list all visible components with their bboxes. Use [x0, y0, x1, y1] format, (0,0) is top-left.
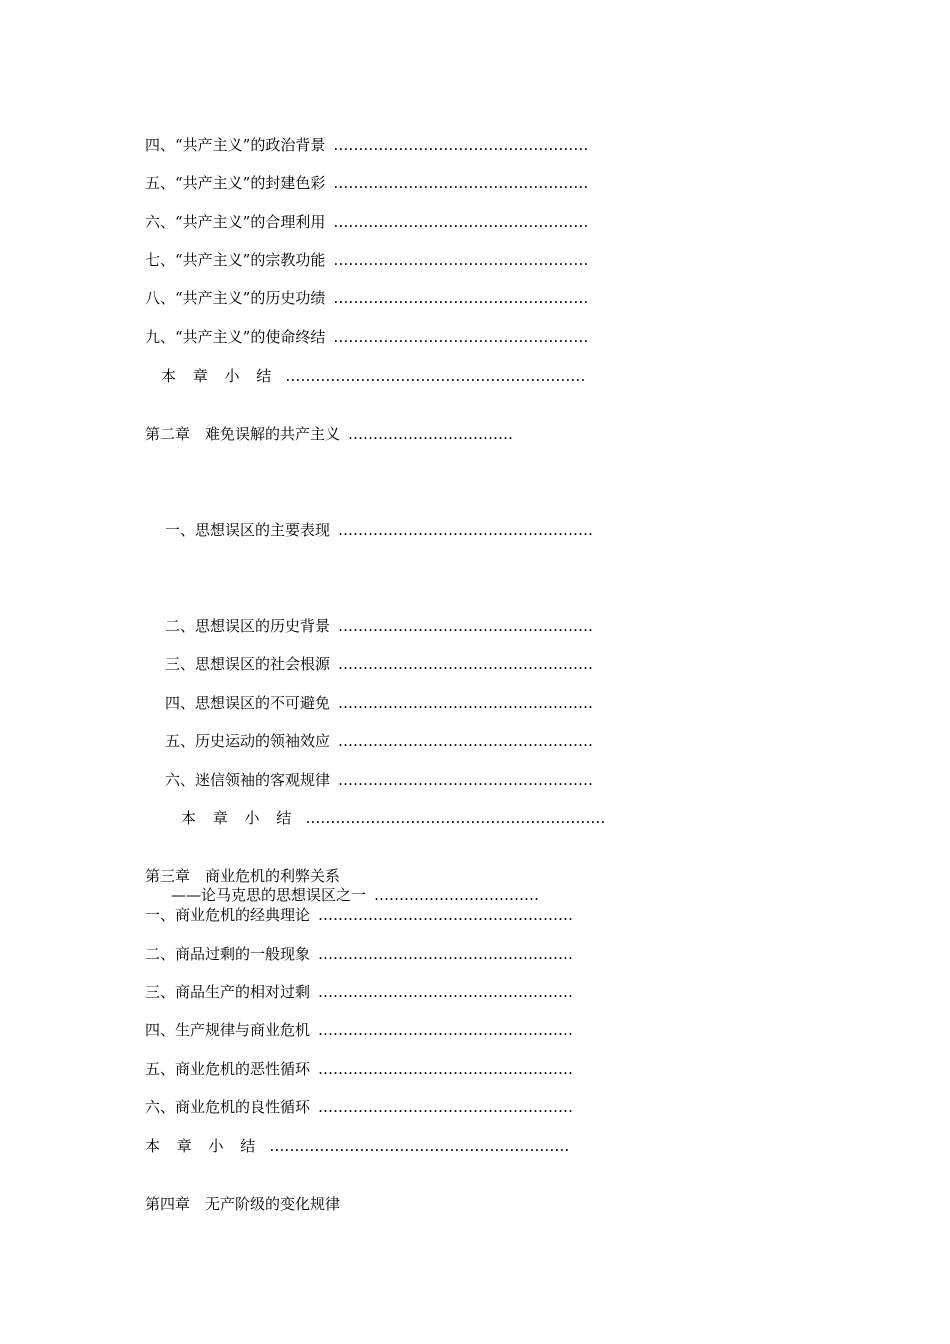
- toc-leader-dots: ……………………………………………: [318, 906, 574, 924]
- chapter-title: 第三章 商业危机的利弊关系: [145, 867, 341, 885]
- toc-leader-dots: ……………………………………………: [318, 945, 574, 963]
- toc-leader-dots: ……………………………………………: [338, 617, 594, 635]
- toc-entry-label: 六、商业危机的良性循环: [145, 1098, 311, 1116]
- toc-entry-label: 一、商业危机的经典理论: [145, 906, 311, 924]
- toc-leader-dots: ……………………………………………: [333, 174, 589, 192]
- toc-entry: [145, 288, 588, 308]
- toc-leader-dots: ……………………………………………: [338, 732, 594, 750]
- toc-entry: [145, 944, 573, 964]
- toc-leader-dots: ……………………………………………: [318, 1021, 574, 1039]
- toc-entry: [165, 520, 593, 540]
- toc-leader-dots: ……………………………………………: [333, 328, 589, 346]
- toc-chapter-summary: [161, 366, 585, 386]
- toc-leader-dots: ……………………………………………: [333, 136, 589, 154]
- toc-entry-label: 本 章 小 结: [161, 367, 278, 385]
- toc-leader-dots: ……………………………………………: [333, 213, 589, 231]
- toc-entry: [145, 1059, 573, 1079]
- toc-entry: [145, 1097, 573, 1117]
- toc-leader-dots: ……………………………………………: [318, 1098, 574, 1116]
- toc-entry: [145, 250, 588, 270]
- toc-leader-dots: ……………………………………………: [338, 694, 594, 712]
- toc-chapter-heading: [145, 1194, 340, 1214]
- toc-leader-dots: ……………………………: [348, 425, 514, 443]
- toc-entry-label: 三、商品生产的相对过剩: [145, 983, 311, 1001]
- toc-entry-label: 二、思想误区的历史背景: [165, 617, 331, 635]
- toc-entry-label: 五、“共产主义”的封建色彩: [145, 174, 326, 192]
- toc-leader-dots: ……………………………: [374, 886, 540, 904]
- toc-entry-label: 六、“共产主义”的合理利用: [145, 213, 326, 231]
- toc-entry: [145, 1020, 573, 1040]
- toc-entry: [145, 173, 588, 193]
- toc-entry-label: 五、历史运动的领袖效应: [165, 732, 331, 750]
- toc-leader-dots: ……………………………………………: [338, 521, 594, 539]
- toc-leader-dots: ……………………………………………: [318, 983, 574, 1001]
- toc-leader-dots: ……………………………………………: [338, 771, 594, 789]
- toc-entry: [165, 693, 593, 713]
- toc-entry: [165, 654, 593, 674]
- toc-entry-label: 本 章 小 结: [145, 1137, 262, 1155]
- toc-leader-dots: ……………………………………………………: [269, 1137, 570, 1155]
- toc-leader-dots: ……………………………………………………: [285, 367, 586, 385]
- toc-leader-dots: ……………………………………………: [333, 251, 589, 269]
- toc-chapter-summary: [181, 808, 605, 828]
- toc-entry-label: 六、迷信领袖的客观规律: [165, 771, 331, 789]
- toc-entry-label: 九、“共产主义”的使命终结: [145, 328, 326, 346]
- toc-entry-label: 本 章 小 结: [181, 809, 298, 827]
- toc-leader-dots: ……………………………………………: [333, 289, 589, 307]
- toc-chapter-heading: [145, 424, 513, 444]
- chapter-subtitle: ——论马克思的思想误区之一: [171, 886, 367, 904]
- toc-chapter-summary: [145, 1136, 569, 1156]
- toc-chapter-subtitle: [171, 885, 539, 905]
- toc-entry: [145, 135, 588, 155]
- toc-entry: [165, 731, 593, 751]
- toc-entry-label: 四、生产规律与商业危机: [145, 1021, 311, 1039]
- toc-leader-dots: ……………………………………………………: [305, 809, 606, 827]
- toc-entry-label: 五、商业危机的恶性循环: [145, 1060, 311, 1078]
- toc-leader-dots: ……………………………………………: [318, 1060, 574, 1078]
- chapter-title: 第四章 无产阶级的变化规律: [145, 1195, 341, 1213]
- toc-entry-label: 八、“共产主义”的历史功绩: [145, 289, 326, 307]
- toc-chapter-heading: [145, 866, 340, 886]
- toc-entry: [165, 616, 593, 636]
- toc-entry-label: 七、“共产主义”的宗教功能: [145, 251, 326, 269]
- chapter-title: 第二章 难免误解的共产主义: [145, 425, 341, 443]
- toc-entry: [145, 327, 588, 347]
- toc-entry: [165, 770, 593, 790]
- toc-entry: [145, 905, 573, 925]
- toc-entry-label: 四、思想误区的不可避免: [165, 694, 331, 712]
- toc-entry-label: 二、商品过剩的一般现象: [145, 945, 311, 963]
- toc-entry: [145, 212, 588, 232]
- toc-entry-label: 四、“共产主义”的政治背景: [145, 136, 326, 154]
- toc-entry: [145, 982, 573, 1002]
- toc-entry-label: 三、思想误区的社会根源: [165, 655, 331, 673]
- toc-entry-label: 一、思想误区的主要表现: [165, 521, 331, 539]
- toc-leader-dots: ……………………………………………: [338, 655, 594, 673]
